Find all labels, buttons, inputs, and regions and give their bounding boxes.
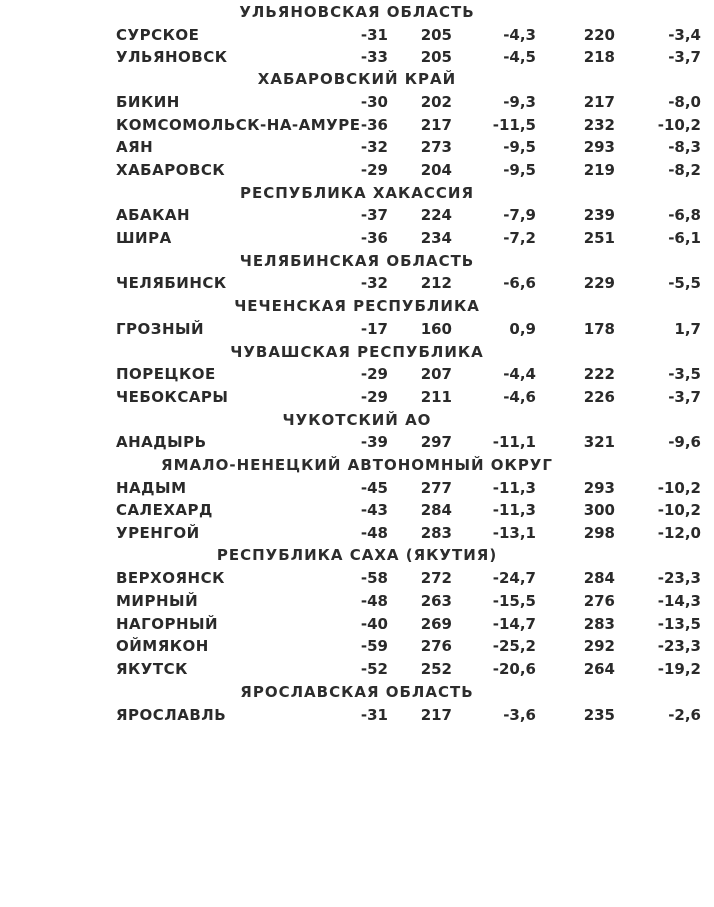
value-col-4: 293: [583, 479, 615, 497]
value-col-3: -14,7: [492, 615, 536, 633]
value-col-3: -20,6: [492, 660, 536, 678]
table-row: [0, 273, 714, 293]
value-col-2: 234: [420, 229, 452, 247]
station-name: ПОРЕЦКОЕ: [116, 365, 216, 383]
value-col-1: -48: [360, 592, 388, 610]
value-col-5: -2,6: [668, 706, 701, 724]
value-col-5: -6,1: [668, 229, 701, 247]
value-col-1: -45: [360, 479, 388, 497]
value-col-1: -43: [360, 501, 388, 519]
table-row: [0, 614, 714, 634]
value-col-4: 217: [583, 93, 615, 111]
value-col-2: 211: [420, 388, 452, 406]
value-col-4: 235: [583, 706, 615, 724]
value-col-3: -4,5: [503, 48, 536, 66]
value-col-2: 212: [420, 274, 452, 292]
value-col-4: 239: [583, 206, 615, 224]
value-col-5: -12,0: [657, 524, 701, 542]
value-col-1: -30: [360, 93, 388, 111]
station-name: АЯН: [116, 138, 154, 156]
value-col-2: 252: [420, 660, 452, 678]
value-col-2: 160: [420, 320, 452, 338]
region-heading: РЕСПУБЛИКА ХАКАССИЯ: [239, 184, 475, 202]
table-row: [0, 160, 714, 180]
table-row: [0, 205, 714, 225]
value-col-5: -23,3: [657, 569, 701, 587]
station-name: БИКИН: [116, 93, 180, 111]
station-name: ЯКУТСК: [116, 660, 188, 678]
value-col-5: -3,4: [668, 26, 701, 44]
table-row: [0, 115, 714, 135]
value-col-2: 277: [420, 479, 452, 497]
table-row: [0, 568, 714, 588]
value-col-3: -24,7: [492, 569, 536, 587]
value-col-2: 224: [420, 206, 452, 224]
value-col-4: 219: [583, 161, 615, 179]
table-row: [0, 47, 714, 67]
value-col-5: -8,3: [668, 138, 701, 156]
station-name: ХАБАРОВСК: [116, 161, 226, 179]
table-row: [0, 478, 714, 498]
value-col-2: 284: [420, 501, 452, 519]
value-col-3: -11,5: [492, 116, 536, 134]
station-name: ШИРА: [116, 229, 172, 247]
value-col-4: 276: [583, 592, 615, 610]
value-col-1: -32: [360, 138, 388, 156]
region-heading: УЛЬЯНОВСКАЯ ОБЛАСТЬ: [239, 3, 475, 21]
table-row: [0, 659, 714, 679]
station-name: ГРОЗНЫЙ: [116, 320, 205, 338]
value-col-4: 293: [583, 138, 615, 156]
value-col-1: -31: [360, 706, 388, 724]
value-col-2: 205: [420, 26, 452, 44]
value-col-5: -19,2: [657, 660, 701, 678]
value-col-4: 251: [583, 229, 615, 247]
station-name: ЯРОСЛАВЛЬ: [116, 706, 227, 724]
region-heading: ХАБАРОВСКИЙ КРАЙ: [257, 70, 457, 88]
value-col-3: -7,2: [503, 229, 536, 247]
region-heading: РЕСПУБЛИКА САХА (ЯКУТИЯ): [216, 546, 498, 564]
table-row: [0, 364, 714, 384]
value-col-1: -39: [360, 433, 388, 451]
value-col-4: 220: [583, 26, 615, 44]
station-name: САЛЕХАРД: [116, 501, 213, 519]
value-col-2: 207: [420, 365, 452, 383]
value-col-3: -6,6: [503, 274, 536, 292]
value-col-5: -6,8: [668, 206, 701, 224]
value-col-3: -9,5: [503, 161, 536, 179]
value-col-4: 178: [583, 320, 615, 338]
table-row: [0, 319, 714, 339]
table-row: [0, 387, 714, 407]
value-col-3: -25,2: [492, 637, 536, 655]
value-col-4: 300: [583, 501, 615, 519]
value-col-5: -3,5: [668, 365, 701, 383]
value-col-2: 269: [420, 615, 452, 633]
value-col-1: -29: [360, 365, 388, 383]
value-col-4: 232: [583, 116, 615, 134]
value-col-3: -11,1: [492, 433, 536, 451]
value-col-5: -23,3: [657, 637, 701, 655]
value-col-5: -3,7: [668, 48, 701, 66]
value-col-5: -9,6: [668, 433, 701, 451]
value-col-1: -40: [360, 615, 388, 633]
station-name: ЧЕЛЯБИНСК: [116, 274, 227, 292]
value-col-3: -9,3: [503, 93, 536, 111]
value-col-2: 202: [420, 93, 452, 111]
region-heading: ЧЕЛЯБИНСКАЯ ОБЛАСТЬ: [239, 252, 475, 270]
value-col-3: 0,9: [509, 320, 536, 338]
value-col-3: -4,4: [503, 365, 536, 383]
value-col-2: 272: [420, 569, 452, 587]
region-heading: ЧЕЧЕНСКАЯ РЕСПУБЛИКА: [234, 297, 480, 315]
value-col-1: -32: [360, 274, 388, 292]
value-col-2: 273: [420, 138, 452, 156]
value-col-1: -37: [360, 206, 388, 224]
value-col-4: 218: [583, 48, 615, 66]
value-col-5: -14,3: [657, 592, 701, 610]
value-col-3: -15,5: [492, 592, 536, 610]
value-col-5: -8,0: [668, 93, 701, 111]
value-col-2: 217: [420, 116, 452, 134]
value-col-1: -48: [360, 524, 388, 542]
value-col-2: 204: [420, 161, 452, 179]
value-col-4: 264: [583, 660, 615, 678]
value-col-2: 283: [420, 524, 452, 542]
value-col-1: -29: [360, 161, 388, 179]
value-col-2: 276: [420, 637, 452, 655]
value-col-3: -7,9: [503, 206, 536, 224]
value-col-2: 263: [420, 592, 452, 610]
station-name: МИРНЫЙ: [116, 592, 199, 610]
station-name: КОМСОМОЛЬСК-НА-АМУРЕ: [116, 116, 361, 134]
station-name: НАДЫМ: [116, 479, 187, 497]
table-row: [0, 25, 714, 45]
value-col-3: -11,3: [492, 479, 536, 497]
station-name: ВЕРХОЯНСК: [116, 569, 225, 587]
value-col-2: 205: [420, 48, 452, 66]
value-col-1: -31: [360, 26, 388, 44]
value-col-3: -13,1: [492, 524, 536, 542]
region-heading: ЧУВАШСКАЯ РЕСПУБЛИКА: [230, 343, 484, 361]
value-col-1: -17: [360, 320, 388, 338]
station-name: СУРСКОЕ: [116, 26, 200, 44]
table-row: [0, 591, 714, 611]
value-col-5: -5,5: [668, 274, 701, 292]
value-col-1: -52: [360, 660, 388, 678]
region-heading: ЯМАЛО-НЕНЕЦКИЙ АВТОНОМНЫЙ ОКРУГ: [161, 456, 553, 474]
value-col-4: 321: [583, 433, 615, 451]
value-col-4: 298: [583, 524, 615, 542]
value-col-5: -3,7: [668, 388, 701, 406]
value-col-5: -10,2: [657, 116, 701, 134]
value-col-4: 226: [583, 388, 615, 406]
station-name: УЛЬЯНОВСК: [116, 48, 228, 66]
table-row: [0, 636, 714, 656]
station-name: НАГОРНЫЙ: [116, 615, 219, 633]
region-heading: ЧУКОТСКИЙ АО: [282, 411, 432, 429]
value-col-1: -29: [360, 388, 388, 406]
value-col-3: -4,6: [503, 388, 536, 406]
value-col-1: -33: [360, 48, 388, 66]
value-col-2: 297: [420, 433, 452, 451]
table-row: [0, 228, 714, 248]
station-name: АБАКАН: [116, 206, 191, 224]
table-row: [0, 137, 714, 157]
value-col-4: 284: [583, 569, 615, 587]
region-heading: ЯРОСЛАВСКАЯ ОБЛАСТЬ: [240, 683, 474, 701]
value-col-5: -13,5: [657, 615, 701, 633]
value-col-2: 217: [420, 706, 452, 724]
value-col-1: -36: [360, 229, 388, 247]
value-col-3: -3,6: [503, 706, 536, 724]
value-col-4: 292: [583, 637, 615, 655]
value-col-3: -11,3: [492, 501, 536, 519]
value-col-4: 229: [583, 274, 615, 292]
value-col-5: 1,7: [674, 320, 701, 338]
table-row: [0, 432, 714, 452]
value-col-4: 222: [583, 365, 615, 383]
value-col-1: -36: [360, 116, 388, 134]
station-name: УРЕНГОЙ: [116, 524, 200, 542]
table-row: [0, 705, 714, 725]
station-name: ЧЕБОКСАРЫ: [116, 388, 229, 406]
station-name: ОЙМЯКОН: [116, 637, 209, 655]
value-col-5: -8,2: [668, 161, 701, 179]
value-col-3: -4,3: [503, 26, 536, 44]
table-row: [0, 500, 714, 520]
station-name: АНАДЫРЬ: [116, 433, 207, 451]
value-col-5: -10,2: [657, 501, 701, 519]
value-col-3: -9,5: [503, 138, 536, 156]
table-row: [0, 92, 714, 112]
value-col-1: -59: [360, 637, 388, 655]
value-col-5: -10,2: [657, 479, 701, 497]
table-row: [0, 523, 714, 543]
value-col-4: 283: [583, 615, 615, 633]
value-col-1: -58: [360, 569, 388, 587]
